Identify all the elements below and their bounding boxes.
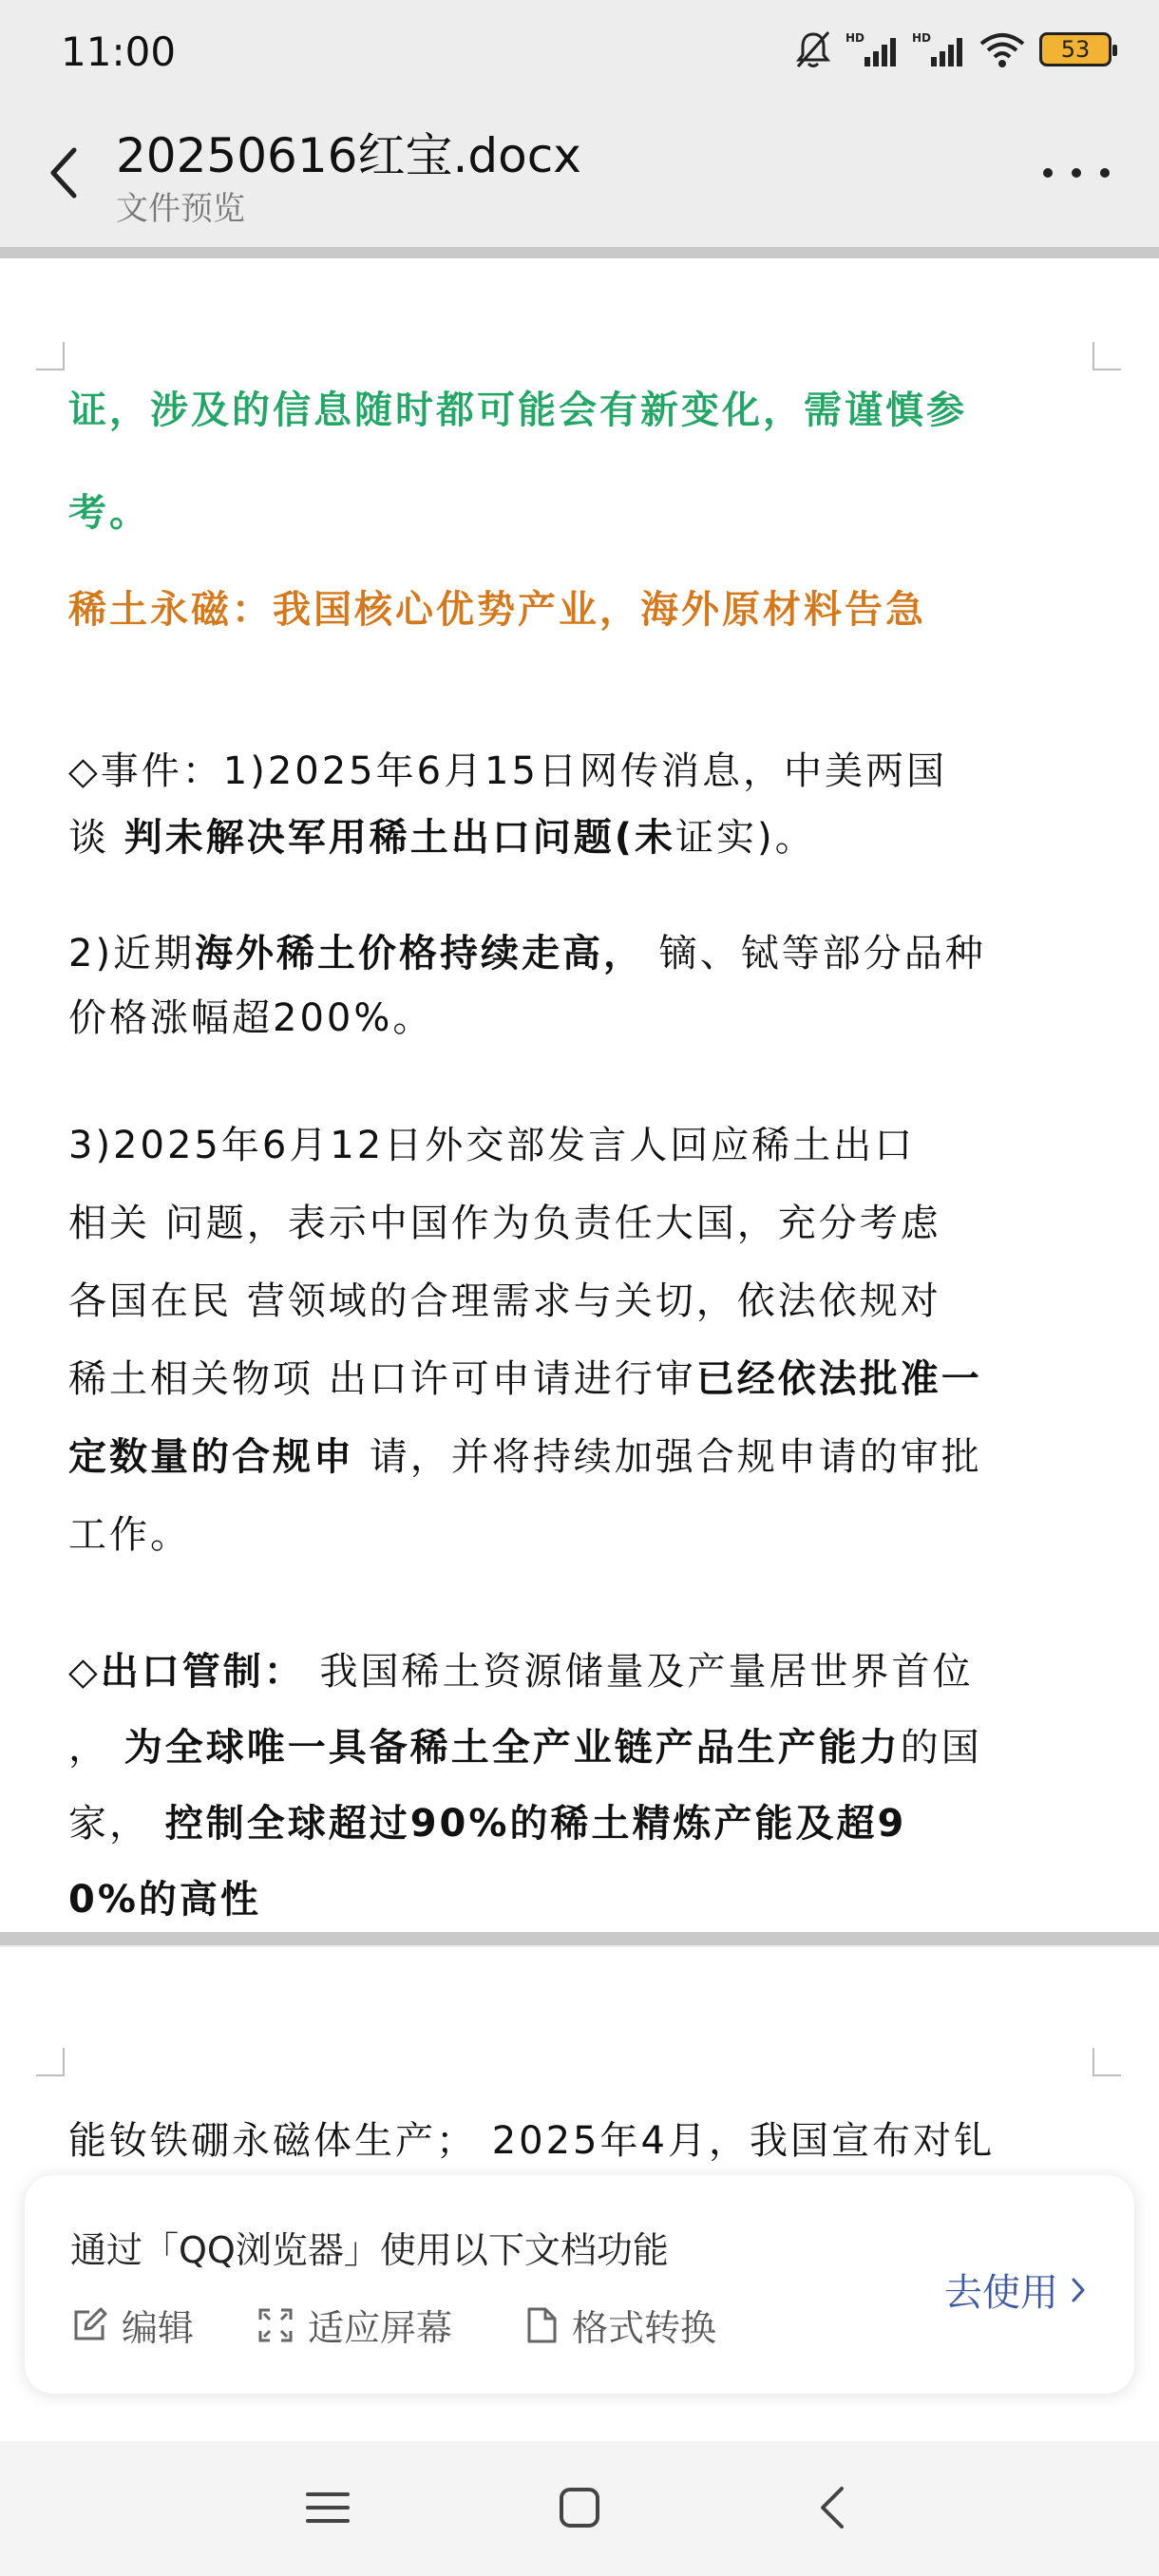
page-corner-mark: [1092, 2048, 1121, 2076]
more-dots-icon: [1100, 168, 1110, 178]
doc-paragraph: 谈 判未解决军用稀土出口问题(未证实)。: [68, 816, 816, 860]
doc-paragraph: 各国在民 营领域的合理需求与关切，依法依规对: [68, 1279, 941, 1323]
hd-signal-icon: [912, 30, 965, 68]
doc-paragraph: 稀土相关物项 出口许可申请进行审已经依法批准一: [68, 1357, 982, 1401]
back-button[interactable]: [34, 135, 91, 211]
doc-paragraph: 3)2025年6月12日外交部发言人回应稀土出口: [68, 1124, 916, 1167]
page-corner-mark: [36, 342, 65, 370]
promo-fit-screen-label: 适应屏幕: [308, 2307, 453, 2349]
recent-apps-button[interactable]: [285, 2470, 370, 2546]
status-icons: [794, 28, 1112, 70]
promo-edit-label: 编辑: [122, 2307, 195, 2349]
doc-paragraph: 相关 问题，表示中国作为负责任大国，充分考虑: [68, 1202, 941, 1245]
more-dots-icon: [1072, 168, 1081, 178]
doc-paragraph: 价格涨幅超200%。: [68, 996, 434, 1040]
doc-paragraph: ◇出口管制： 我国稀土资源储量及产量居世界首位: [68, 1650, 974, 1694]
doc-paragraph: 考。: [68, 491, 150, 535]
svg-text:HD: HD: [912, 31, 932, 45]
document-title: 20250616红宝.docx: [116, 128, 581, 183]
back-arrow-icon: [817, 2485, 846, 2530]
system-back-button[interactable]: [788, 2470, 874, 2546]
document-icon: [524, 2306, 559, 2344]
system-nav-bar: [0, 2441, 1159, 2576]
battery-icon: 53: [1039, 32, 1112, 66]
wifi-icon: [978, 30, 1026, 68]
more-options-button[interactable]: [1043, 154, 1110, 192]
status-bar: [0, 0, 1159, 106]
status-time: 11:00: [61, 28, 177, 75]
page-corner-mark: [1092, 342, 1121, 370]
home-button[interactable]: [537, 2470, 622, 2546]
doc-paragraph: ， 为全球唯一具备稀土全产业链产品生产能力的国: [68, 1726, 982, 1770]
doc-paragraph: 证，涉及的信息随时都可能会有新变化，需谨慎参: [68, 388, 967, 432]
home-square-icon: [559, 2487, 600, 2529]
promo-format-convert-label: 格式转换: [572, 2307, 717, 2349]
doc-paragraph: 2)近期海外稀土价格持续走高， 镝、铽等部分品种: [68, 932, 986, 975]
doc-paragraph: 工作。: [68, 1513, 191, 1557]
chevron-right-icon: [1070, 2276, 1087, 2304]
header-divider: [0, 247, 1159, 258]
page-corner-mark: [36, 2048, 65, 2076]
doc-paragraph: ◇事件：1)2025年6月15日网传消息，中美两国: [68, 749, 947, 793]
promo-go-use-label: 去使用: [944, 2271, 1058, 2315]
doc-heading: 稀土永磁：我国核心优势产业，海外原材料告急: [68, 588, 926, 632]
menu-icon: [306, 2489, 350, 2527]
document-subtitle: 文件预览: [116, 190, 245, 228]
promo-title: 通过「QQ浏览器」使用以下文档功能: [70, 2229, 669, 2271]
chevron-left-icon: [46, 144, 80, 201]
hd-signal-icon: [846, 30, 899, 68]
qq-browser-promo-card: [25, 2175, 1134, 2394]
fit-screen-icon: [256, 2306, 294, 2344]
page-separator: [0, 1932, 1159, 1945]
doc-paragraph: 家， 控制全球超过90%的稀土精炼产能及超9: [68, 1802, 907, 1846]
svg-text:HD: HD: [846, 31, 865, 45]
doc-paragraph: 定数量的合规申 请，并将持续加强合规申请的审批: [68, 1435, 982, 1479]
document-page-1[interactable]: [0, 258, 1159, 1932]
doc-paragraph: 0%的高性: [68, 1878, 261, 1922]
doc-paragraph: 能钕铁硼永磁体生产； 2025年4月，我国宣布对钆: [68, 2119, 995, 2163]
more-dots-icon: [1043, 168, 1053, 178]
app-header: [0, 106, 1159, 245]
promo-edit-button[interactable]: [70, 2299, 194, 2351]
mute-bell-icon: [794, 28, 832, 70]
promo-go-use-button[interactable]: [944, 2263, 1087, 2317]
edit-icon: [70, 2306, 108, 2344]
promo-format-convert-button[interactable]: [524, 2299, 716, 2351]
promo-fit-screen-button[interactable]: [256, 2299, 452, 2351]
